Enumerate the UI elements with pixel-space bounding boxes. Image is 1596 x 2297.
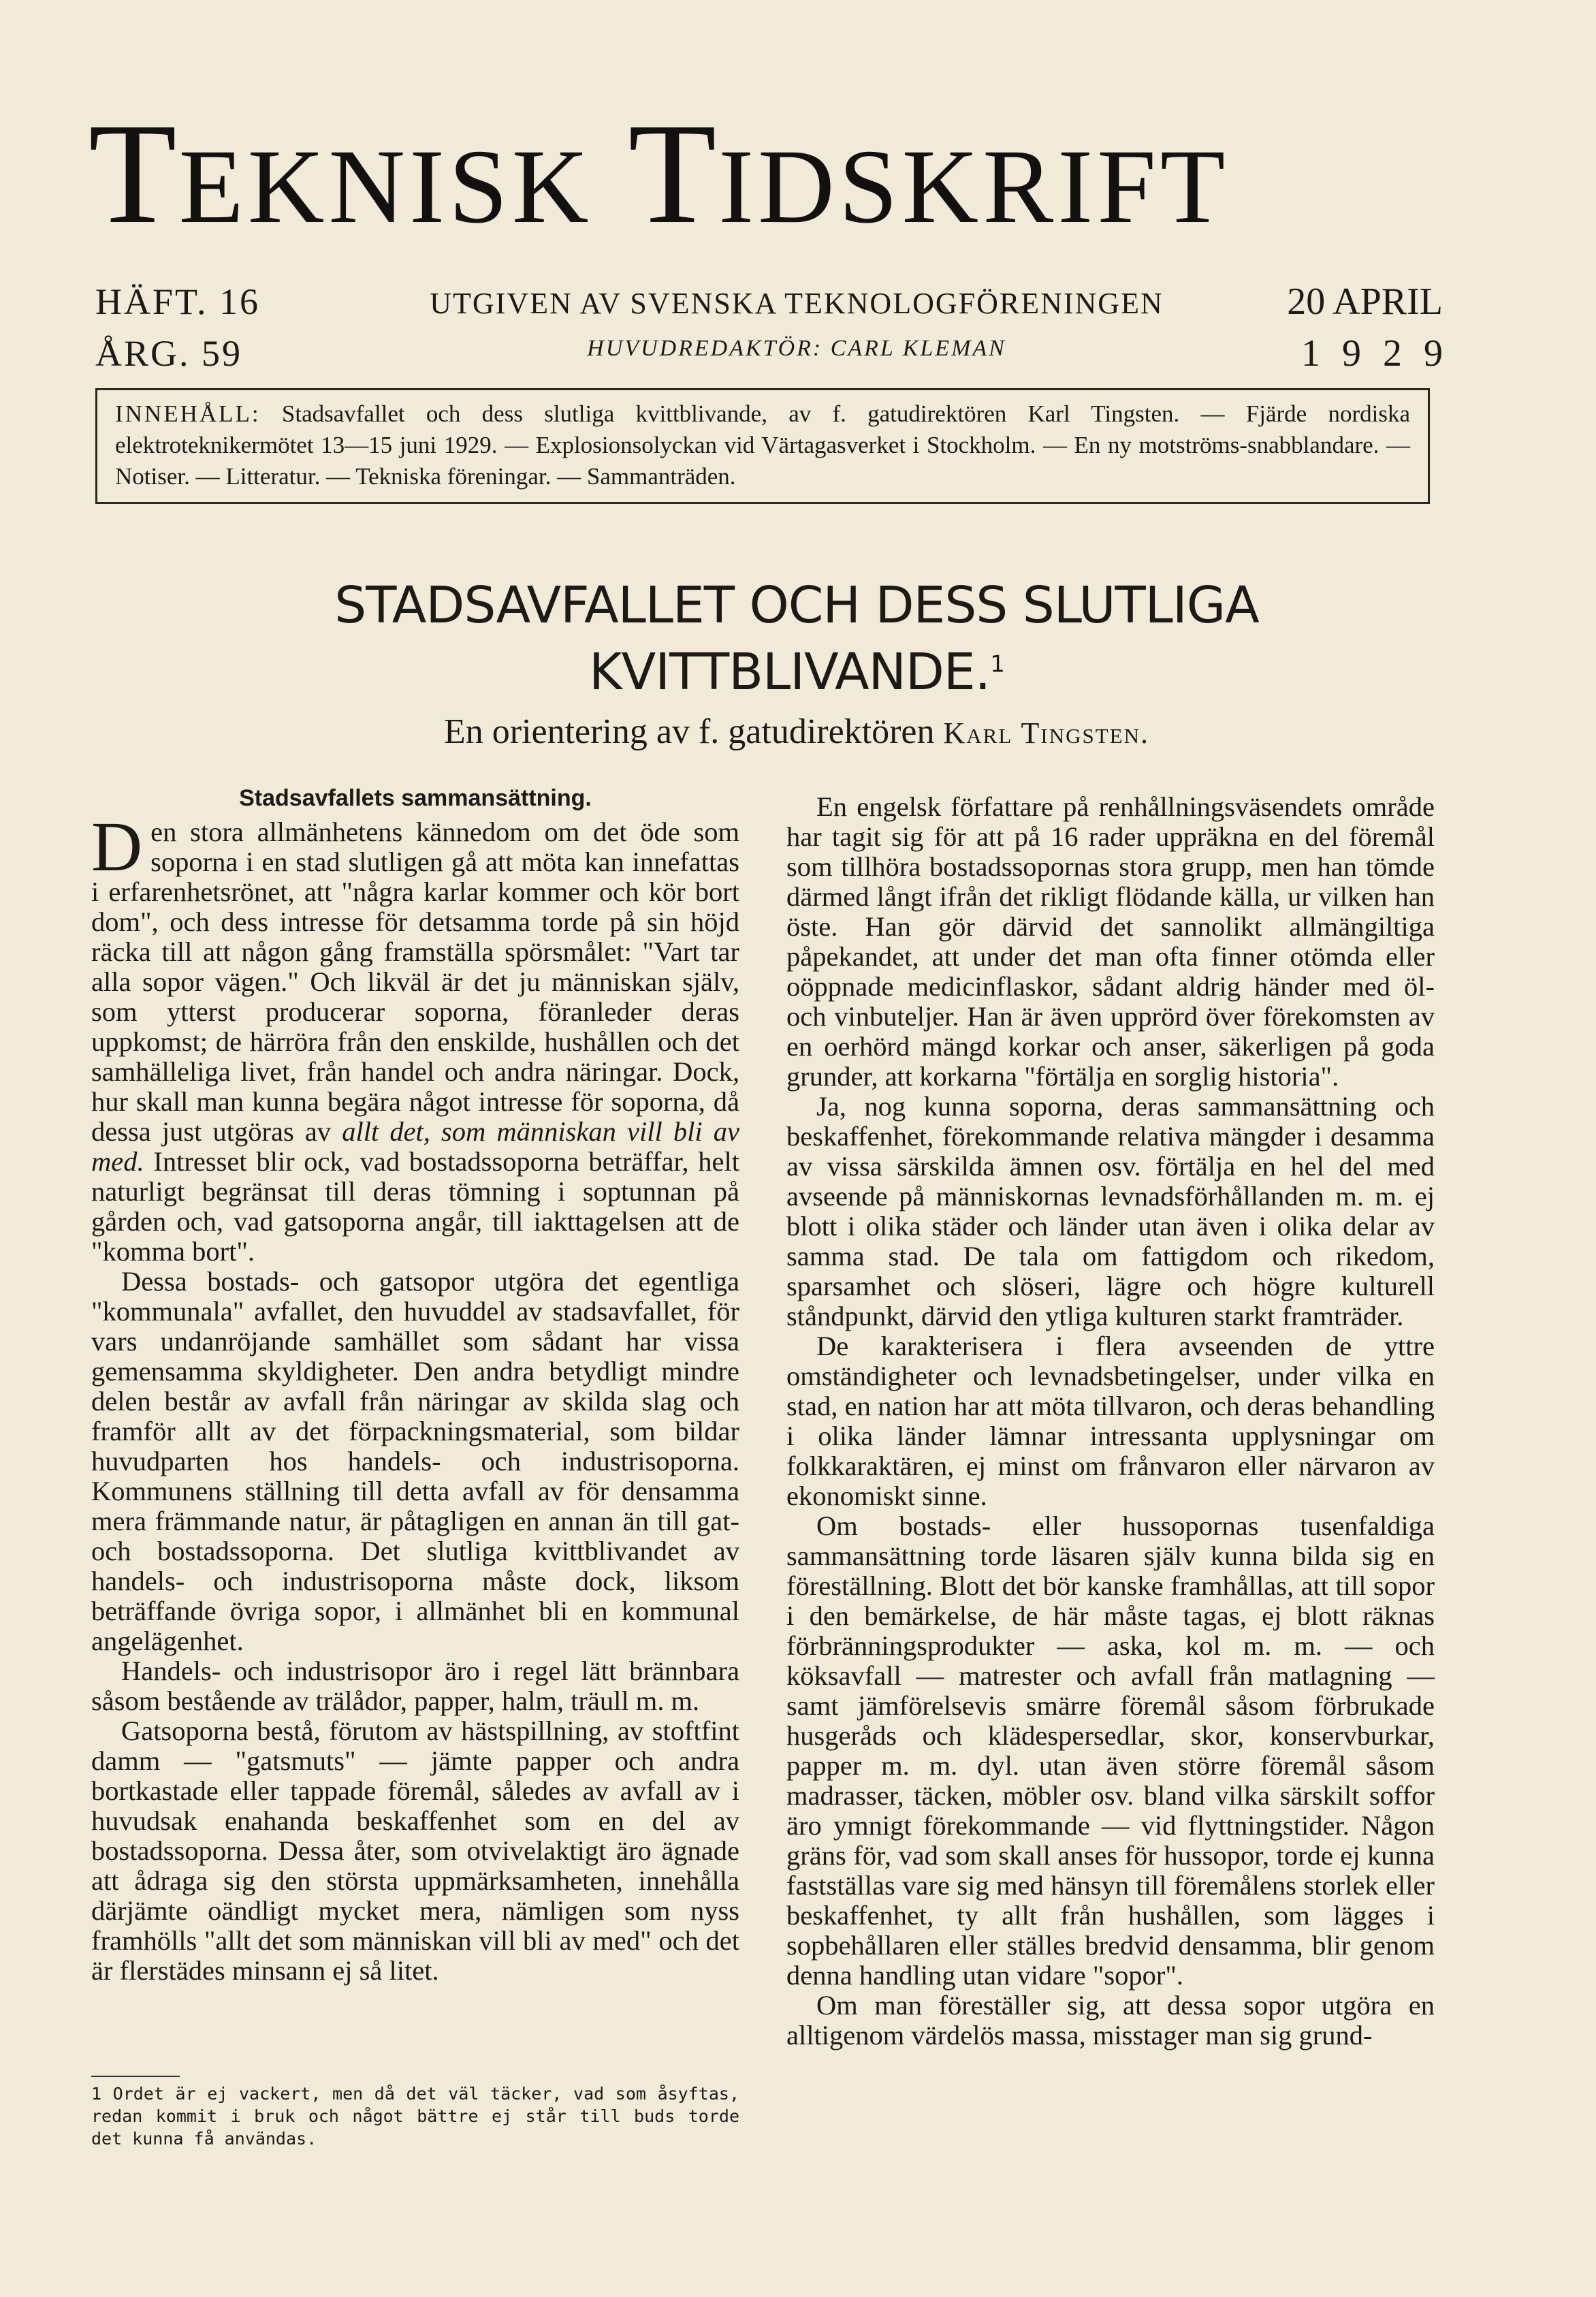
publisher-info [381,283,1212,362]
footnote-divider [91,2076,180,2077]
article-title-line1: STADSAVFALLET OCH DESS SLUTLIGA [334,576,1259,635]
article-column-right [786,792,1435,2050]
masthead-word-eknisk: EKNISK [178,127,593,245]
paragraph: Gatsoporna bestå, förutom av hästspillning, av stoftfint damm — "gatsmuts" — jämte papper och andra bortkastade eller tappade föremål, således av avfall av i huvudsak enahanda beskaffenhet som en del av bostadssoporna. Dessa åter, som otvivelaktigt äro ägnade att ådraga sig den största uppmärksamheten, innehålla därjämte oändligt mycket mera, nämligen som nyss framhölls "allt det som människan vill bli av med" och det är flerstädes minsann ej så litet. [91,1715,739,1986]
paragraph [91,808,739,1267]
toc-label: INNEHÅLL: [115,400,261,427]
footnote: 1 Ordet är ej vackert, men då det väl täcker, vad som åsyftas, redan kommit i bruk och något bättre ej står till buds torde det kunna få användas. [91,2084,739,2149]
volume-number: ÅRG. 59 [95,333,243,374]
article-title-line2-text: KVITTBLIVANDE. [589,643,991,701]
issue-date [1287,276,1465,379]
toc-text: Stadsavfallet och dess slutliga kvittblivande, av f. gatudirektören Karl Tingsten. — Fjärde nordiska elektroteknikermötet 13—15 juni 1929. — Explosionsolyckan vid Värtagasverket i Stockholm. — En ny motströms-snabblandare. — Notiser. — Litteratur. — Tekniska föreningar. — Sammanträden. [115,400,1410,490]
paragraph: De karakterisera i flera avseenden de yttre omständigheter och levnadsbetingelser, under vilka en stad, en nation har att möta tillvaron, och deras behandling i olika länder lämnar intressanta upplysningar om folkkaraktären, ej minst om frånvaron eller närvaron av ekonomiskt sinne. [786,1331,1435,1511]
table-of-contents [95,388,1430,504]
issue-number: HÄFT. 16 [95,281,261,322]
paragraph-text: Intresset blir ock, vad bostadssoporna beträffar, helt naturligt begränsat till deras tömning i soptunnan på gården och, vad gatsoporna angår, till iakttagelsen att de "komma bort". [91,1146,739,1267]
issue-info [95,276,260,379]
article-title-line2 [163,639,1430,706]
emphasis-text: allt det, som människan vill bli av med. [91,1116,739,1177]
publisher-line: UTGIVEN AV SVENSKA TEKNOLOGFÖRENINGEN [430,287,1164,320]
issue-year: 1929 [1301,332,1465,375]
paragraph: Handels- och industrisopor äro i regel lätt brännbara såsom bestående av trälådor, papper, halm, träull m. m. [91,1656,739,1716]
issue-day-month: 20 APRIL [1287,281,1443,323]
paragraph: Ja, nog kunna soporna, deras sammansättning och beskaffenhet, förekommande relativa mängder i desamma av vissa särskilda ämnen osv. förtälja en hel del med avseende på människornas levnadsförhållanden m. m. ej blott i olika städer och länder utan även i olika delar av samma stad. De tala om fattigdom och rikedom, sparsamhet och slöseri, lägre och högre kulturell ståndpunkt, därvid den ytliga kulturen starkt framträder. [786,1091,1435,1331]
editor-line: HUVUDREDAKTÖR: CARL KLEMAN [587,336,1006,361]
byline-prefix: En orientering av f. gatudirektören [444,712,944,751]
masthead-initial-t: T [89,95,179,252]
paragraph: En engelsk författare på renhållningsväsendets område har tagit sig för att på 16 rader uppräkna en del föremål som tillhöra bostadssopornas stora grupp, men han tömde därmed långt ifrån det rikligt flödande källa, ur vilken han öste. Han gör därvid det sannolikt allmängiltiga påpekandet, att under det man ofta finner otömda eller oöppnade medicinflaskor, sådant aldrig händer med öl- och vinbuteljer. Han är även upprörd över förekomsten av en oerhörd mängd korkar och anser, säkerligen på goda grunder, att korkarna "förtälja en sorglig historia". [786,791,1435,1092]
masthead-initial-t2: T [628,95,719,252]
section-subheading: Stadsavfallets sammansättning. [239,785,592,811]
footnote-mark: 1 [990,650,1004,678]
paragraph: Dessa bostads- och gatsopor utgöra det egentliga "kommunala" avfallet, den huvuddel av stadsavfallet, för vars undanröjande samhället som sådant har vissa gemensamma skyldigheter. Den andra betydligt mindre delen består av avfall från näringar av skilda slag och framför allt av det förpackningsmaterial, som bildar huvudparten hos handels- och industrisoporna. Kommunens ställning till detta avfall av för densamma mera främmande natur, är påtagligen en annan än till gat- och bostadssoporna. Det slutliga kvittblivandet av handels- och industrisoporna måste dock, liksom beträffande övriga sopor, i allmänhet bli en kommunal angelägenhet. [91,1266,739,1656]
article-byline [163,712,1430,752]
article-column-left [91,783,739,1986]
article-title [163,572,1430,706]
paragraph: Om man föreställer sig, att dessa sopor utgöra en alltigenom värdelös massa, misstager man sig grund- [786,1990,1435,2050]
masthead-title [89,95,1450,252]
masthead-word-idskrift: IDSKRIFT [718,127,1230,245]
paragraph: Om bostads- eller hussopornas tusenfaldiga sammansättning torde läsaren själv kunna bilda sig en föreställning. Blott det bör kanske framhållas, att till sopor i den bemärkelse, de här måste tagas, ej blott räknas förbränningsprodukter — aska, kol m. m. — och köksavfall — matrester och avfall från matlagning — samt jämförelsevis smärre föremål såsom förbrukade husgeråds och klädespersedlar, skor, konservburkar, papper m. m. dyl. utan även större föremål såsom madrasser, täcken, möbler osv. bland vilka särskilt soffor äro ymnigt förekommande — vid flyttningstider. Någon gräns för, vad som skall anses för hussopor, torde ej kunna fastställas vare sig med hänsyn till föremålens storlek eller beskaffenhet, ty allt från hushållen, som lägges i sopbehållaren eller ställes bredvid densamma, blir genom denna handling utan vidare "sopor". [786,1510,1435,1991]
paragraph-text: en stora allmänhetens kännedom om det öde som soporna i en stad slutligen gå att möta kan innefattas i erfarenhetsrönet, att "några karlar kommer och kör bort dom", och dess intresse för detsamma torde på sin höjd räcka till att någon gång framställa spörsmålet: "Vart tar alla sopor vägen." Och likväl är det ju människan själv, som ytterst producerar soporna, föranleder deras uppkomst; de härröra från den enskilde, hushållen och det samhälleliga livet, från handel och andra näringar. Dock, hur skall man kunna begära något intresse för soporna, då dessa just utgöras av [91,817,739,1147]
byline-author: Karl Tingsten. [943,716,1149,750]
drop-cap: D [91,808,143,886]
